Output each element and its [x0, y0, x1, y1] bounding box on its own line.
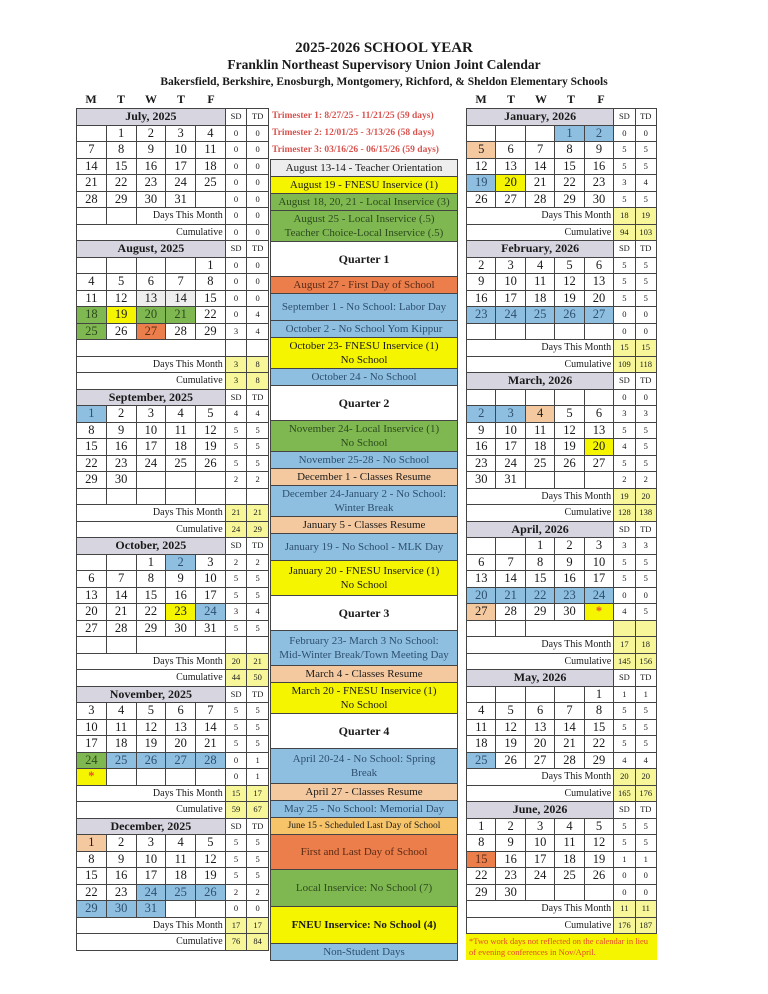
week-row: 15 16 17 18 19 1 1	[467, 851, 657, 868]
page-title: 2025-2026 SCHOOL YEAR	[295, 40, 473, 56]
event-line: Break	[350, 767, 378, 779]
days-this-month-label: Days This Month	[77, 917, 226, 934]
event-line: No School	[340, 699, 388, 711]
cumulative-td-value: 187	[635, 917, 656, 934]
quarter-4-heading: Quarter 4	[271, 714, 457, 749]
cumulative-row	[467, 224, 657, 241]
td-label: TD	[635, 802, 656, 819]
cumulative-sd-value: 145	[614, 653, 635, 670]
week-row: 8 9 10 11 12 5 5	[77, 422, 269, 439]
cumulative-td-value: 176	[635, 785, 656, 802]
cumulative-sd-value: 59	[225, 802, 247, 819]
cumulative-td-value: 156	[635, 653, 656, 670]
week-row: 30 31 2 2	[467, 472, 657, 489]
td-label: TD	[635, 521, 656, 538]
week-row: 27 28 29 30 * 4 5	[467, 604, 657, 621]
cumulative-label: Cumulative	[77, 521, 226, 538]
week-row: 2 3 4 5 6 3 3	[467, 406, 657, 423]
weekday-label: M	[85, 92, 97, 106]
event-first-day: August 27 - First Day of School	[271, 277, 457, 294]
cumulative-label: Cumulative	[77, 934, 226, 951]
month-td-value: 18	[635, 637, 656, 654]
month-title: August, 2025	[77, 241, 226, 258]
sd-label: SD	[614, 802, 635, 819]
footnote: *Two work days not reflected on the calendar in lieu of evening conferences in Nov/April.	[466, 934, 657, 960]
days-this-month-label: Days This Month	[77, 505, 226, 522]
weekday-header-right	[466, 92, 616, 107]
cumulative-label: Cumulative	[77, 373, 226, 390]
event-line: February 23- March 3 No School:	[289, 635, 439, 647]
event-line: January 20 - FNESU Inservice (1)	[288, 565, 440, 577]
week-row: 22 23 24 25 26 5 5	[77, 455, 269, 472]
legend-non-student-days: Non-Student Days	[271, 944, 457, 960]
week-row: 8 9 10 11 12 5 5	[467, 835, 657, 852]
event-fnesu-inservice-mar	[271, 683, 457, 714]
days-this-month-label: Days This Month	[77, 356, 226, 373]
event-line: Mid-Winter Break/Town Meeting Day	[279, 649, 449, 661]
event-winter-break	[271, 486, 457, 517]
days-this-month-label: Days This Month	[467, 769, 614, 786]
cumulative-td-value: 103	[635, 224, 656, 241]
days-this-month-label: Days This Month	[467, 488, 614, 505]
month-header-may	[467, 670, 657, 687]
cumulative-sd-value: 128	[614, 505, 635, 522]
month-title: November, 2025	[77, 686, 226, 703]
sd-label: SD	[225, 241, 247, 258]
week-row: 5 6 7 8 9 5 5	[467, 142, 657, 159]
days-this-month-row	[77, 785, 269, 802]
event-local-inservice-aug: August 18, 20, 21 - Local Inservice (3)	[271, 194, 457, 211]
legend-local-inservice: Local Inservice: No School (7)	[271, 870, 457, 907]
days-this-month-row	[77, 208, 269, 225]
week-row: 1 2 0 0	[467, 125, 657, 142]
calendar-table-spring	[466, 108, 657, 934]
month-sd-value: 3	[225, 356, 247, 373]
cumulative-td-value: 8	[247, 373, 269, 390]
cumulative-label: Cumulative	[467, 785, 614, 802]
sd-label: SD	[225, 818, 247, 835]
month-header-march	[467, 373, 657, 390]
event-line: August 25 - Local Inservice (.5)	[293, 213, 435, 225]
month-td-value: 21	[247, 653, 269, 670]
event-labor-day: September 1 - No School: Labor Day	[271, 294, 457, 321]
week-row: 20 21 22 23 24 3 4	[77, 604, 269, 621]
month-td-value: 19	[635, 208, 656, 225]
month-td-value: 8	[247, 356, 269, 373]
week-row: 15 16 17 18 19 5 5	[77, 439, 269, 456]
week-row: 24 25 26 27 28 0 1	[77, 752, 269, 769]
weekday-header-left	[76, 92, 226, 107]
week-row: 1 2 3 4 5 5 5	[467, 818, 657, 835]
cumulative-row	[467, 356, 657, 373]
td-label: TD	[247, 686, 269, 703]
cumulative-td-value: 118	[635, 356, 656, 373]
cumulative-sd-value: 176	[614, 917, 635, 934]
week-row: 9 10 11 12 13 5 5	[467, 422, 657, 439]
month-header-january	[467, 109, 657, 126]
week-row: 21 22 23 24 25 0 0	[77, 175, 269, 192]
month-title: April, 2026	[467, 521, 614, 538]
week-row: 7 8 9 10 11 0 0	[77, 142, 269, 159]
month-td-value: 0	[247, 208, 269, 225]
quarter-1-heading: Quarter 1	[271, 242, 457, 277]
week-row: 23 24 25 26 27 5 5	[467, 455, 657, 472]
event-line: No School	[340, 437, 388, 449]
event-line: No School	[340, 354, 388, 366]
week-row: 29 30 31 0 0	[77, 901, 269, 918]
week-row: 0 0	[467, 323, 657, 340]
cumulative-td-value: 67	[247, 802, 269, 819]
week-row: 11 12 13 14 15 0 0	[77, 290, 269, 307]
week-row: 16 17 18 19 20 5 5	[467, 290, 657, 307]
days-this-month-row	[77, 917, 269, 934]
cumulative-label: Cumulative	[467, 356, 614, 373]
days-this-month-row	[467, 488, 657, 505]
month-title: March, 2026	[467, 373, 614, 390]
week-row: 1 0 0	[77, 257, 269, 274]
sd-label: SD	[225, 389, 247, 406]
td-label: TD	[247, 109, 269, 126]
event-yom-kippur: October 2 - No School Yom Kippur	[271, 321, 457, 338]
week-row	[77, 340, 269, 357]
cumulative-sd-value: 44	[225, 670, 247, 687]
calendar-right-column	[466, 108, 657, 960]
sd-label: SD	[225, 109, 247, 126]
event-local-inservice-aug25	[271, 211, 457, 242]
month-title: December, 2025	[77, 818, 226, 835]
calendar-table-fall	[76, 108, 269, 951]
sd-label: SD	[225, 538, 247, 555]
month-td-value: 17	[247, 785, 269, 802]
conference-asterisk-icon: *	[584, 604, 613, 621]
week-row: 29 30 2 2	[77, 472, 269, 489]
week-row: 23 24 25 26 27 0 0	[467, 307, 657, 324]
month-header-august	[77, 241, 269, 258]
event-line: December 24-January 2 - No School:	[281, 488, 447, 500]
week-row: 0 0	[467, 389, 657, 406]
cumulative-row	[77, 934, 269, 951]
month-title: January, 2026	[467, 109, 614, 126]
events-column	[270, 108, 458, 961]
td-label: TD	[247, 241, 269, 258]
month-sd-value: 19	[614, 488, 635, 505]
weekday-label: W	[535, 92, 547, 106]
week-row: 14 15 16 17 18 0 0	[77, 158, 269, 175]
schools-list: Bakersfield, Berkshire, Enosburgh, Montgomery, Richford, & Sheldon Elementary Schools	[160, 76, 608, 88]
days-this-month-label: Days This Month	[136, 208, 225, 225]
month-sd-value: 17	[614, 637, 635, 654]
event-oct-24: October 24 - No School	[271, 369, 457, 386]
week-row: 22 23 24 25 26 0 0	[467, 868, 657, 885]
month-sd-value: 20	[225, 653, 247, 670]
month-header-february	[467, 241, 657, 258]
event-line: Teacher Choice-Local Inservice (.5)	[284, 227, 444, 239]
week-row: 6 7 8 9 10 5 5	[77, 571, 269, 588]
trimester-2: Trimester 2: 12/01/25 - 3/13/26 (58 days)	[272, 128, 435, 138]
days-this-month-label: Days This Month	[467, 340, 614, 357]
cumulative-row	[467, 785, 657, 802]
days-this-month-row	[467, 769, 657, 786]
week-row: 20 21 22 23 24 0 0	[467, 587, 657, 604]
days-this-month-row	[467, 637, 657, 654]
event-memorial-day: May 25 - No School: Memorial Day	[271, 801, 457, 818]
event-fnesu-inservice-oct	[271, 338, 457, 369]
days-this-month-row	[467, 901, 657, 918]
days-this-month-label: Days This Month	[467, 208, 614, 225]
legend-fneu-inservice: FNEU Inservice: No School (4)	[271, 907, 457, 944]
week-row: 13 14 15 16 17 5 5	[77, 587, 269, 604]
week-row: 1 2 3 3 3	[467, 538, 657, 555]
cumulative-td-value: 29	[247, 521, 269, 538]
calendar-subtitle: Franklin Northeast Supervisory Union Joint Calendar	[227, 57, 541, 72]
week-row: 16 17 18 19 20 4 5	[467, 439, 657, 456]
event-mlk-day: January 19 - No School - MLK Day	[271, 534, 457, 561]
month-sd-value: 20	[614, 769, 635, 786]
event-line: October 23- FNESU Inservice (1)	[289, 340, 439, 352]
cumulative-label: Cumulative	[467, 505, 614, 522]
cumulative-label: Cumulative	[77, 670, 226, 687]
legend-first-last-day: First and Last Day of School	[271, 835, 457, 870]
week-row: 8 9 10 11 12 5 5	[77, 851, 269, 868]
event-line: March 20 - FNESU Inservice (1)	[291, 685, 437, 697]
weekday-label: F	[597, 92, 605, 106]
week-row: 10 11 12 13 14 5 5	[77, 719, 269, 736]
event-line: April 20-24 - No School: Spring	[292, 753, 436, 765]
week-row	[77, 637, 269, 654]
event-mar-resume: March 4 - Classes Resume	[271, 666, 457, 683]
event-mid-winter-break	[271, 631, 457, 666]
events-list	[270, 159, 458, 961]
weekday-label: T	[566, 92, 575, 106]
trimester-3: Trimester 3: 03/16/26 - 06/15/26 (59 days)	[272, 145, 439, 155]
event-thanksgiving: November 25-28 - No School	[271, 452, 457, 469]
cumulative-row	[77, 670, 269, 687]
month-sd-value: 18	[614, 208, 635, 225]
month-header-october	[77, 538, 269, 555]
month-title: October, 2025	[77, 538, 226, 555]
month-header-december	[77, 818, 269, 835]
month-td-value: 17	[247, 917, 269, 934]
week-row: 1 2 3 4 5 4 4	[77, 406, 269, 423]
month-sd-value: 0	[225, 208, 247, 225]
cumulative-label: Cumulative	[77, 802, 226, 819]
week-row: 17 18 19 20 21 5 5	[77, 736, 269, 753]
week-row: 9 10 11 12 13 5 5	[467, 274, 657, 291]
month-header-september	[77, 389, 269, 406]
week-row: 18 19 20 21 22 5 5	[467, 736, 657, 753]
sd-label: SD	[614, 521, 635, 538]
week-row: 15 16 17 18 19 5 5	[77, 868, 269, 885]
month-sd-value: 15	[614, 340, 635, 357]
days-this-month-label: Days This Month	[467, 901, 614, 918]
sd-label: SD	[614, 670, 635, 687]
event-fnesu-inservice-jan	[271, 561, 457, 596]
cumulative-sd-value: 109	[614, 356, 635, 373]
cumulative-sd-value: 3	[225, 373, 247, 390]
week-row: 12 13 14 15 16 5 5	[467, 158, 657, 175]
cumulative-sd-value: 165	[614, 785, 635, 802]
cumulative-label: Cumulative	[467, 653, 614, 670]
week-row: 6 7 8 9 10 5 5	[467, 554, 657, 571]
month-sd-value: 11	[614, 901, 635, 918]
weekday-label: M	[475, 92, 487, 106]
month-title: May, 2026	[467, 670, 614, 687]
weekday-label: T	[506, 92, 515, 106]
week-row: 2 3 4 5 6 5 5	[467, 257, 657, 274]
days-this-month-row	[467, 340, 657, 357]
trimester-1: Trimester 1: 8/27/25 - 11/21/25 (59 days)	[272, 111, 434, 121]
cumulative-row	[77, 373, 269, 390]
month-td-value: 20	[635, 488, 656, 505]
event-last-day: June 15 - Scheduled Last Day of School	[271, 818, 457, 835]
calendar-left-column	[76, 108, 269, 951]
event-local-inservice-nov	[271, 421, 457, 452]
conference-asterisk-icon: *	[77, 769, 107, 786]
event-line: November 24- Local Inservice (1)	[288, 423, 440, 435]
week-row: 18 19 20 21 22 0 4	[77, 307, 269, 324]
week-row	[77, 488, 269, 505]
week-row: 1 1 1	[467, 686, 657, 703]
cumulative-td-value: 84	[247, 934, 269, 951]
week-row: 1 2 3 4 0 0	[77, 125, 269, 142]
cumulative-label: Cumulative	[467, 917, 614, 934]
sd-label: SD	[614, 241, 635, 258]
week-row: 3 4 5 6 7 5 5	[77, 703, 269, 720]
month-sd-value: 15	[225, 785, 247, 802]
week-row: 26 27 28 29 30 5 5	[467, 191, 657, 208]
td-label: TD	[247, 389, 269, 406]
month-header-june	[467, 802, 657, 819]
week-row: 22 23 24 25 26 2 2	[77, 884, 269, 901]
week-row: 13 14 15 16 17 5 5	[467, 571, 657, 588]
td-label: TD	[247, 818, 269, 835]
cumulative-row	[77, 224, 269, 241]
sd-label: SD	[614, 109, 635, 126]
cumulative-sd-value: 94	[614, 224, 635, 241]
cumulative-label: Cumulative	[77, 224, 226, 241]
days-this-month-label: Days This Month	[467, 637, 614, 654]
days-this-month-label: Days This Month	[77, 653, 226, 670]
event-spring-break	[271, 749, 457, 784]
week-row	[467, 620, 657, 637]
cumulative-row	[467, 653, 657, 670]
event-jan-resume: January 5 - Classes Resume	[271, 517, 457, 534]
month-title: February, 2026	[467, 241, 614, 258]
month-title: September, 2025	[77, 389, 226, 406]
event-dec-resume: December 1 - Classes Resume	[271, 469, 457, 486]
event-fnesu-inservice-aug: August 19 - FNESU Inservice (1)	[271, 177, 457, 194]
month-td-value: 15	[635, 340, 656, 357]
month-td-value: 20	[635, 769, 656, 786]
cumulative-td-value: 0	[247, 224, 269, 241]
cumulative-row	[467, 917, 657, 934]
weekday-label: F	[207, 92, 215, 106]
cumulative-row	[77, 802, 269, 819]
cumulative-td-value: 50	[247, 670, 269, 687]
weekday-label: W	[145, 92, 157, 106]
days-this-month-row	[77, 356, 269, 373]
cumulative-row	[467, 505, 657, 522]
month-header-april	[467, 521, 657, 538]
month-td-value: 21	[247, 505, 269, 522]
days-this-month-row	[467, 208, 657, 225]
event-line: Winter Break	[334, 502, 394, 514]
event-teacher-orientation: August 13-14 - Teacher Orientation	[271, 160, 457, 177]
sd-label: SD	[614, 373, 635, 390]
cumulative-sd-value: 76	[225, 934, 247, 951]
td-label: TD	[247, 538, 269, 555]
td-label: TD	[635, 109, 656, 126]
td-label: TD	[635, 241, 656, 258]
cumulative-row	[77, 521, 269, 538]
weekday-label: T	[116, 92, 125, 106]
month-sd-value: 21	[225, 505, 247, 522]
td-label: TD	[635, 670, 656, 687]
week-row: 27 28 29 30 31 5 5	[77, 620, 269, 637]
month-title: July, 2025	[77, 109, 226, 126]
week-row: * 0 1	[77, 769, 269, 786]
week-row: 4 5 6 7 8 0 0	[77, 274, 269, 291]
month-header-july	[77, 109, 269, 126]
days-this-month-row	[77, 653, 269, 670]
event-apr-resume: April 27 - Classes Resume	[271, 784, 457, 801]
month-sd-value: 17	[225, 917, 247, 934]
month-title: June, 2026	[467, 802, 614, 819]
week-row: 1 2 3 2 2	[77, 554, 269, 571]
weekday-label: T	[176, 92, 185, 106]
td-label: TD	[635, 373, 656, 390]
week-row: 4 5 6 7 8 5 5	[467, 703, 657, 720]
cumulative-label: Cumulative	[467, 224, 614, 241]
week-row: 28 29 30 31 0 0	[77, 191, 269, 208]
month-td-value: 11	[635, 901, 656, 918]
week-row: 19 20 21 22 23 3 4	[467, 175, 657, 192]
week-row: 29 30 0 0	[467, 884, 657, 901]
days-this-month-row	[77, 505, 269, 522]
cumulative-td-value: 138	[635, 505, 656, 522]
sd-label: SD	[225, 686, 247, 703]
week-row: 25 26 27 28 29 4 4	[467, 752, 657, 769]
month-header-november	[77, 686, 269, 703]
event-line: No School	[340, 579, 388, 591]
days-this-month-label: Days This Month	[77, 785, 226, 802]
week-row: 1 2 3 4 5 5 5	[77, 835, 269, 852]
quarter-3-heading: Quarter 3	[271, 596, 457, 631]
week-row: 25 26 27 28 29 3 4	[77, 323, 269, 340]
cumulative-sd-value: 24	[225, 521, 247, 538]
cumulative-sd-value: 0	[225, 224, 247, 241]
week-row: 11 12 13 14 15 5 5	[467, 719, 657, 736]
quarter-2-heading: Quarter 2	[271, 386, 457, 421]
